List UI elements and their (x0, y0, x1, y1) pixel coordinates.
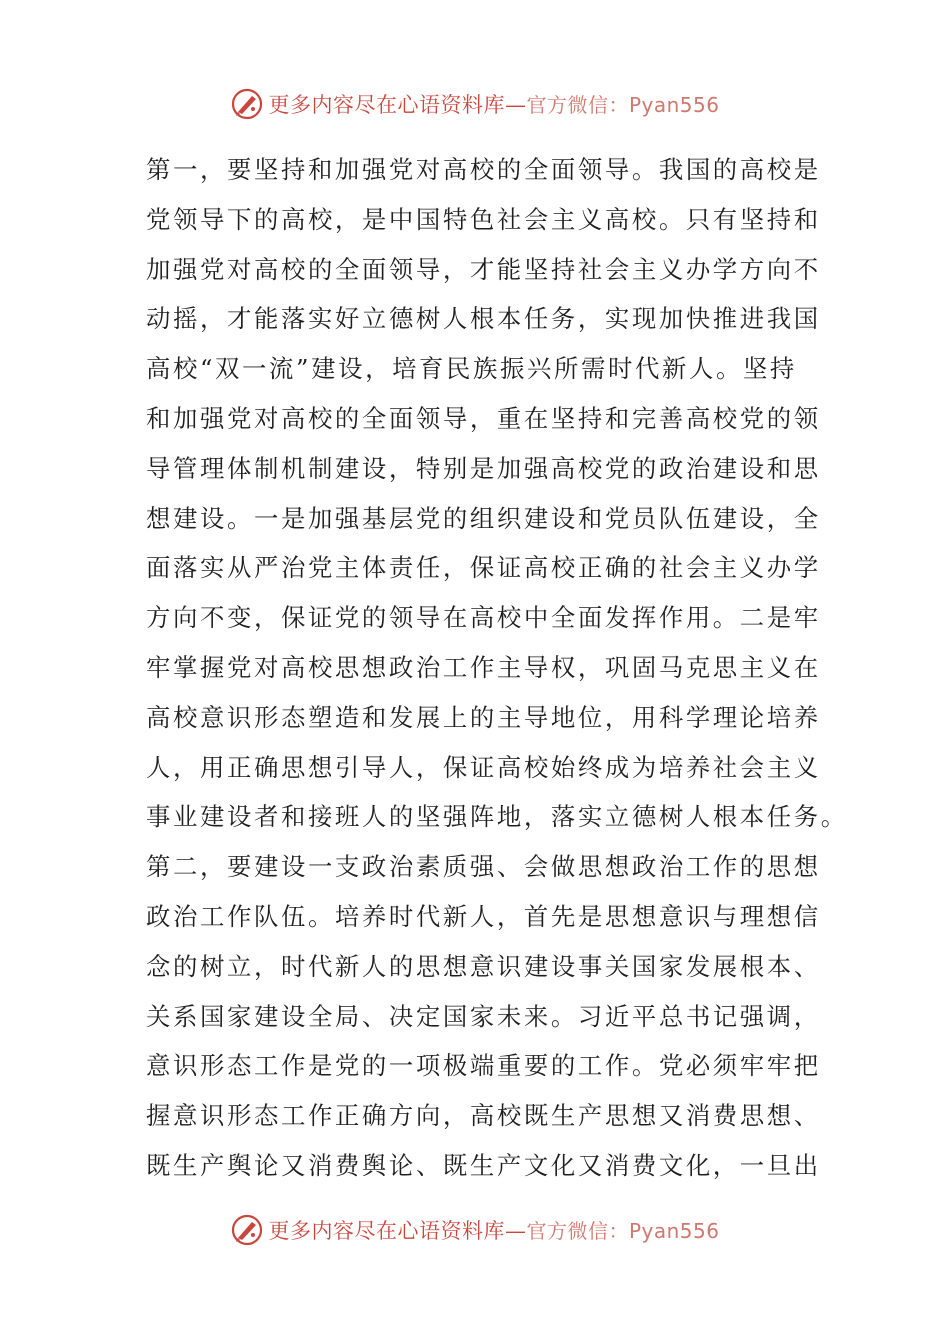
text-line: 高校“双一流”建设，培育民族振兴所需时代新人。坚持 (146, 354, 797, 384)
text-line: 面落实从严治党主体责任，保证高校正确的社会主义办学 (146, 553, 821, 583)
watermark-text: 更多内容尽在心语资料库—官方微信：Pyan556 (268, 1219, 720, 1243)
text-line: 关系国家建设全局、决定国家未来。习近平总书记强调， (146, 1001, 821, 1031)
pen-logo-icon (230, 87, 264, 121)
text-line: 加强党对高校的全面领导，才能坚持社会主义办学方向不 (146, 254, 821, 284)
text-line: 和加强党对高校的全面领导，重在坚持和完善高校党的领 (146, 403, 821, 433)
footer-watermark (0, 1210, 950, 1250)
text-line: 想建设。一是加强基层党的组织建设和党员队伍建设，全 (146, 503, 821, 533)
text-line: 事业建设者和接班人的坚强阵地，落实立德树人根本任务。 (146, 802, 848, 832)
text-line: 高校意识形态塑造和发展上的主导地位，用科学理论培养 (146, 702, 821, 732)
text-line: 动摇，才能落实好立德树人根本任务，实现加快推进我国 (146, 304, 821, 334)
text-line: 政治工作队伍。培养时代新人，首先是思想意识与理想信 (146, 901, 821, 931)
text-line: 念的树立，时代新人的思想意识建设事关国家发展根本、 (146, 951, 821, 981)
text-line: 握意识形态工作正确方向，高校既生产思想又消费思想、 (146, 1101, 821, 1131)
document-body (146, 145, 848, 1191)
text-line: 既生产舆论又消费舆论、既生产文化又消费文化，一旦出 (146, 1150, 821, 1180)
header-watermark (0, 84, 950, 124)
text-line: 第一，要坚持和加强党对高校的全面领导。我国的高校是 (146, 155, 821, 184)
text-line: 第二，要建设一支政治素质强、会做思想政治工作的思想 (146, 852, 821, 882)
watermark-text: 更多内容尽在心语资料库—官方微信：Pyan556 (268, 93, 720, 117)
text-line: 导管理体制机制建设，特别是加强高校党的政治建设和思 (146, 453, 821, 483)
text-line: 人，用正确思想引导人，保证高校始终成为培养社会主义 (146, 752, 821, 782)
text-line: 牢掌握党对高校思想政治工作主导权，巩固马克思主义在 (146, 652, 821, 682)
pen-logo-icon (230, 1213, 264, 1247)
text-line: 意识形态工作是党的一项极端重要的工作。党必须牢牢把 (146, 1051, 821, 1081)
text-line: 党领导下的高校，是中国特色社会主义高校。只有坚持和 (146, 204, 821, 234)
text-line: 方向不变，保证党的领导在高校中全面发挥作用。二是牢 (146, 603, 821, 633)
